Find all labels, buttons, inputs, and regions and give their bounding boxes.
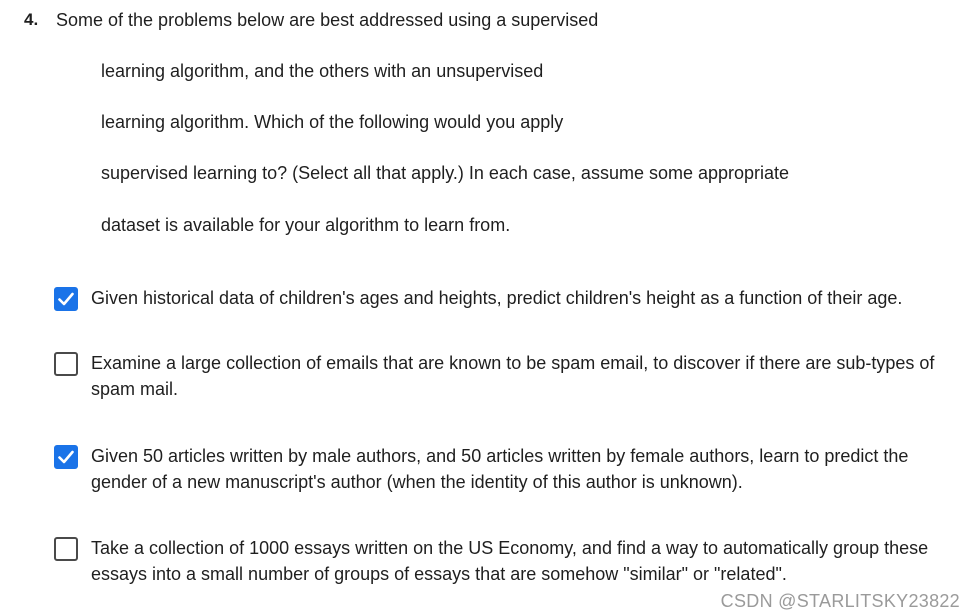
option-1[interactable]	[54, 285, 964, 311]
checkmark-icon	[58, 292, 74, 306]
watermark: CSDN @STARLITSKY23822	[720, 591, 960, 611]
question-number: 4.	[24, 10, 39, 29]
checkbox-option-4[interactable]	[54, 537, 78, 561]
question-line-5: dataset is available for your algorithm to learn from.	[101, 215, 511, 235]
checkbox-option-2[interactable]	[54, 352, 78, 376]
checkmark-icon	[58, 450, 74, 464]
option-2[interactable]	[54, 350, 964, 402]
question-line-1: Some of the problems below are best addressed using a supervised	[56, 10, 599, 30]
checkbox-option-1[interactable]	[54, 287, 78, 311]
option-2-label: Examine a large collection of emails that are known to be spam email, to discover if there are sub-types of spam mail.	[91, 353, 935, 399]
question-line-2: learning algorithm, and the others with an unsupervised	[101, 61, 544, 81]
option-4[interactable]	[54, 535, 964, 587]
option-4-label: Take a collection of 1000 essays written on the US Economy, and find a way to automatically group these essays into a small number of groups of essays that are somehow "similar" or "related".	[91, 538, 929, 584]
question-line-3: learning algorithm. Which of the following would you apply	[101, 112, 564, 132]
checkbox-option-3[interactable]	[54, 445, 78, 469]
option-3-label: Given 50 articles written by male authors, and 50 articles written by female authors, learn to predict the gender of a new manuscript's author (when the identity of this author is unknown).	[91, 446, 909, 492]
option-1-label: Given historical data of children's ages and heights, predict children's height as a function of their age.	[91, 288, 903, 308]
question-line-4: supervised learning to? (Select all that apply.) In each case, assume some appropriate	[101, 163, 790, 183]
option-3[interactable]	[54, 443, 964, 495]
